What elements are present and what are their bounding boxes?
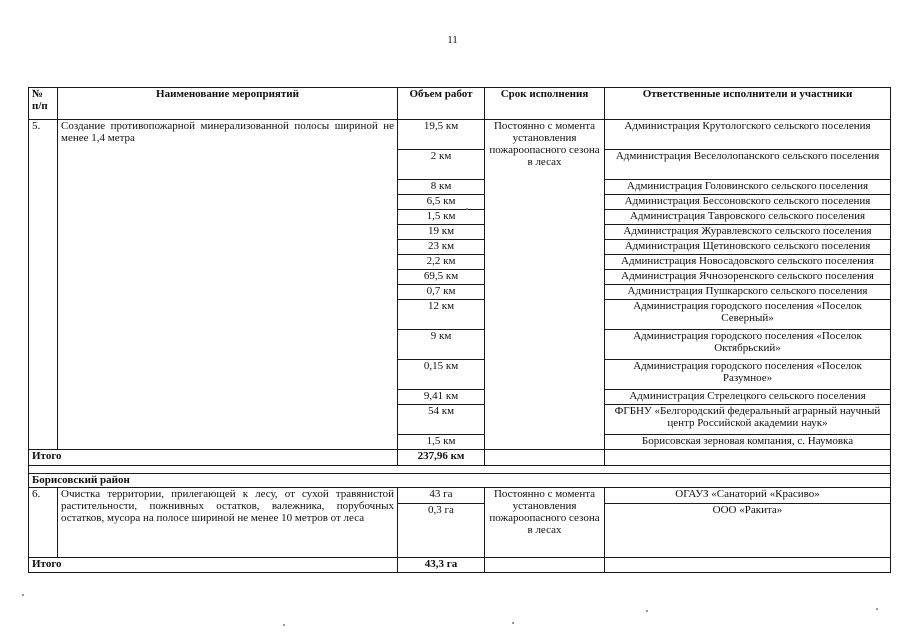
- scan-speck: [512, 622, 514, 624]
- scan-speck: [22, 594, 24, 596]
- measure-name: Создание противопожарной минерализованной полосы шириной не менее 1,4 метра: [58, 120, 398, 450]
- scan-speck: [646, 610, 648, 612]
- volume-cell: 1,5 км: [398, 435, 485, 450]
- volume-cell: 0,7 км: [398, 285, 485, 300]
- volume-cell: 19,5 км: [398, 120, 485, 150]
- district-title: Борисовский район: [29, 474, 891, 488]
- volume-cell: 8 км: [398, 180, 485, 195]
- measures-table: [28, 87, 891, 573]
- term-cell: Постоянно с момента установления пожароопасного сезона в лесах: [485, 488, 605, 558]
- responsible-cell: Администрация Веселолопанского сельского поселения: [605, 150, 891, 180]
- volume-cell: 0,15 км: [398, 360, 485, 390]
- volume-cell: 12 км: [398, 300, 485, 330]
- responsible-cell: Администрация Бессоновского сельского поселения: [605, 195, 891, 210]
- volume-cell: 9 км: [398, 330, 485, 360]
- empty-cell: [485, 450, 605, 466]
- scan-speck: [876, 608, 878, 610]
- total-row: [29, 558, 891, 573]
- row-num: 6.: [29, 488, 58, 558]
- header-name: Наименование мероприятий: [58, 88, 398, 120]
- total-label: Итого: [29, 450, 398, 466]
- volume-cell: 54 км: [398, 405, 485, 435]
- responsible-cell: Администрация Журавлевского сельского поселения: [605, 225, 891, 240]
- responsible-cell: Администрация Новосадовского сельского поселения: [605, 255, 891, 270]
- volume-cell: 2,2 км: [398, 255, 485, 270]
- total-value: 237,96 км: [398, 450, 485, 466]
- empty-cell: [29, 466, 891, 474]
- responsible-cell: Администрация Щетиновского сельского поселения: [605, 240, 891, 255]
- empty-cell: [605, 558, 891, 573]
- table-row: [29, 488, 891, 504]
- table-row: [29, 120, 891, 150]
- responsible-cell: ООО «Ракита»: [605, 504, 891, 558]
- header-row: [29, 88, 891, 120]
- volume-cell: 23 км: [398, 240, 485, 255]
- responsible-cell: Администрация Головинского сельского поселения: [605, 180, 891, 195]
- term-cell: Постоянно с момента установления пожароопасного сезона в лесах: [485, 120, 605, 450]
- total-label: Итого: [29, 558, 398, 573]
- responsible-cell: Администрация Крутологского сельского поселения: [605, 120, 891, 150]
- responsible-cell: Администрация городского поселения «Поселок Разумное»: [605, 360, 891, 390]
- volume-cell: 6,5 км: [398, 195, 485, 210]
- responsible-cell: ФГБНУ «Белгородский федеральный аграрный научный центр Российской академии наук»: [605, 405, 891, 435]
- page-number: 11: [447, 34, 458, 46]
- responsible-cell: Администрация Пушкарского сельского поселения: [605, 285, 891, 300]
- row-num: 5.: [29, 120, 58, 450]
- responsible-cell: Администрация Тавровского сельского поселения: [605, 210, 891, 225]
- scan-speck: [283, 624, 285, 626]
- volume-cell: 9,41 км: [398, 390, 485, 405]
- volume-cell: 1,5 км: [398, 210, 485, 225]
- scan-speck: [466, 208, 468, 210]
- responsible-cell: ОГАУЗ «Санаторий «Красиво»: [605, 488, 891, 504]
- volume-cell: 69,5 км: [398, 270, 485, 285]
- header-term: Срок исполнения: [485, 88, 605, 120]
- empty-cell: [485, 558, 605, 573]
- spacer-row: [29, 466, 891, 474]
- header-num: № п/п: [29, 88, 58, 120]
- volume-cell: 19 км: [398, 225, 485, 240]
- volume-cell: 0,3 га: [398, 504, 485, 558]
- empty-cell: [605, 450, 891, 466]
- volume-cell: 2 км: [398, 150, 485, 180]
- responsible-cell: Администрация Стрелецкого сельского поселения: [605, 390, 891, 405]
- district-row: [29, 474, 891, 488]
- header-volume: Объем работ: [398, 88, 485, 120]
- responsible-cell: Администрация Ячнозоренского сельского поселения: [605, 270, 891, 285]
- total-row: [29, 450, 891, 466]
- measure-name: Очистка территории, прилегающей к лесу, от сухой травянистой растительности, пожнивных остатков, валежника, порубочных остатков, мусора на полосе шириной не менее 10 метров от леса: [58, 488, 398, 558]
- responsible-cell: Администрация городского поселения «Поселок Северный»: [605, 300, 891, 330]
- header-responsible: Ответственные исполнители и участники: [605, 88, 891, 120]
- volume-cell: 43 га: [398, 488, 485, 504]
- responsible-cell: Борисовская зерновая компания, с. Наумовка: [605, 435, 891, 450]
- responsible-cell: Администрация городского поселения «Поселок Октябрьский»: [605, 330, 891, 360]
- total-value: 43,3 га: [398, 558, 485, 573]
